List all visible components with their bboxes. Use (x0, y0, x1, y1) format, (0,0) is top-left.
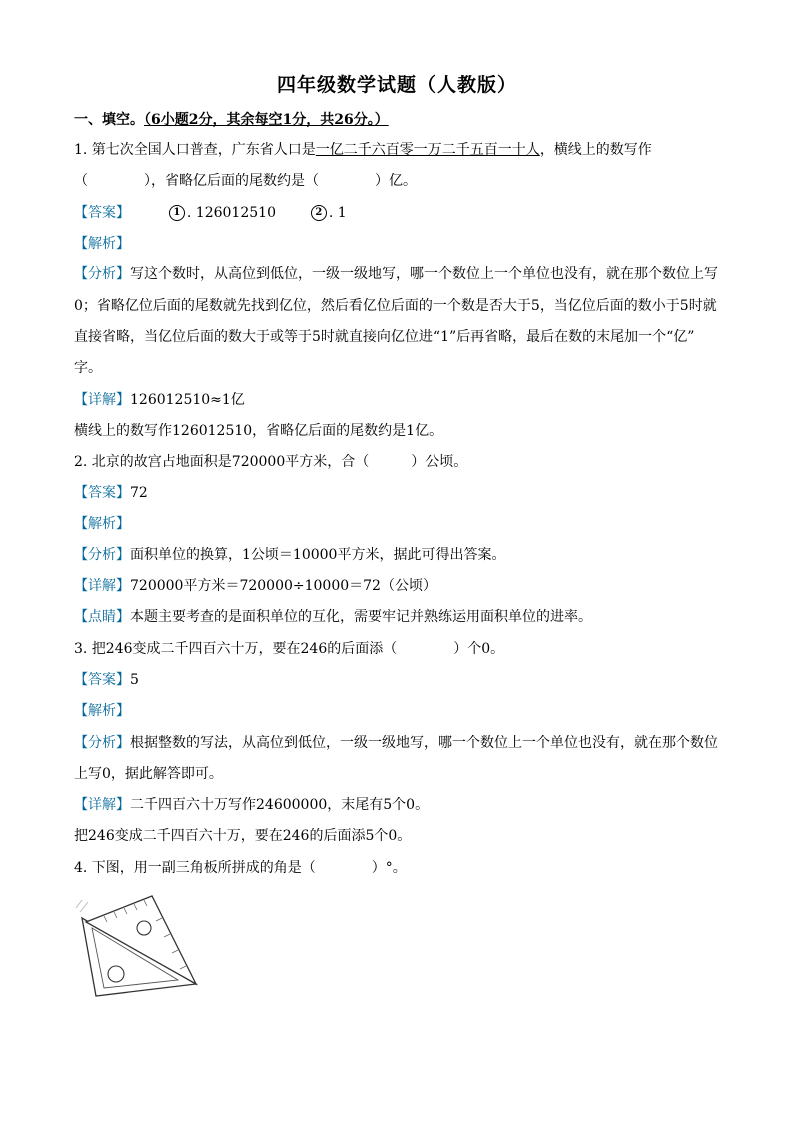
answer-tag: 【答案】 (74, 485, 130, 501)
question-1-fenxi-1 (74, 264, 718, 284)
question-1-xiangjie-2: 横线上的数写作126012510，省略亿后面的尾数约是1亿。 (74, 423, 444, 439)
section-heading (74, 110, 389, 130)
question-2-answer (74, 483, 148, 503)
question-1-answer (74, 203, 347, 223)
question-1-jiexi: 【解析】 (74, 236, 130, 252)
question-3-xiangjie-1 (74, 795, 429, 815)
fenxi-tag: 【分析】 (74, 547, 130, 563)
circled-number-2: 2 (311, 205, 327, 221)
xiangjie-text: 二千四百六十万写作24600000，末尾有5个0。 (130, 797, 430, 813)
xiangjie-text: 126012510≈1亿 (130, 392, 245, 408)
question-1-xiangjie-1 (74, 390, 245, 410)
answer-value: 5 (130, 672, 139, 688)
xiangjie-tag: 【详解】 (74, 578, 130, 594)
set-square-figure (74, 888, 204, 1006)
question-3-xiangjie-2: 把246变成二千四百六十万，要在246的后面添5个0。 (74, 828, 412, 844)
fenxi-tag: 【分析】 (74, 266, 130, 282)
triangle-hole-front (137, 921, 151, 935)
question-1-underlined-number: 一亿二千六百零一万二千五百一十人 (315, 142, 540, 158)
section-heading-scoring: （6小题2分，其余每空1分，共26分。） (144, 112, 389, 128)
triangle-hole-back (108, 966, 124, 982)
answer-value-2: . 1 (328, 205, 347, 221)
question-2-text: 2. 北京的故宫占地面积是720000平方米，合（ ）公顷。 (74, 454, 468, 470)
question-2-dianjing (74, 607, 592, 627)
xiangjie-text: 720000平方米＝720000÷10000＝72（公顷） (130, 578, 437, 594)
question-1-text-tail: ，横线上的数写作 (539, 142, 652, 158)
question-1-text: 1. 第七次全国人口普查，广东省人口是 (74, 142, 316, 158)
fenxi-text: 写这个数时，从高位到低位，一级一级地写，哪一个数位上一个单位也没有，就在那个数位上写 (130, 266, 718, 282)
answer-tag: 【答案】 (74, 205, 130, 221)
xiangjie-tag: 【详解】 (74, 392, 130, 408)
question-1-fenxi-2: 0；省略亿位后面的尾数就先找到亿位，然后看亿位后面的一个数是否大于5，当亿位后面的数小于5时就 (74, 298, 717, 314)
answer-value: 72 (130, 485, 148, 501)
question-2-xiangjie (74, 576, 437, 596)
answer-value-1: . 126012510 (186, 205, 276, 221)
fenxi-text: 面积单位的换算，1公顷＝10000平方米，据此可得出答案。 (130, 547, 506, 563)
question-3-jiexi: 【解析】 (74, 703, 130, 719)
dianjing-text: 本题主要考查的是面积单位的互化，需要牢记并熟练运用面积单位的进率。 (130, 609, 592, 625)
circled-number-1: 1 (169, 205, 185, 221)
xiangjie-tag: 【详解】 (74, 797, 130, 813)
question-2-jiexi: 【解析】 (74, 516, 130, 532)
question-1-fenxi-4: 字。 (74, 360, 102, 376)
page-title: 四年级数学试题（人教版） (276, 74, 517, 96)
question-2-fenxi (74, 545, 505, 565)
question-1-line-1 (74, 140, 652, 160)
question-4-text: 4. 下图，用一副三角板所拼成的角是（ ）°。 (74, 860, 407, 876)
question-1-line-2: （ ），省略亿后面的尾数约是（ ）亿。 (74, 173, 417, 189)
question-3-text: 3. 把246变成二千四百六十万，要在246的后面添（ ）个0。 (74, 641, 505, 657)
fenxi-text: 根据整数的写法，从高位到低位，一级一级地写，哪一个数位上一个单位也没有，就在那个数位 (130, 735, 718, 751)
corner-mark (76, 900, 88, 912)
question-3-fenxi-2: 上写0，据此解答即可。 (74, 766, 223, 782)
dianjing-tag: 【点睛】 (74, 609, 130, 625)
section-heading-prefix: 一、填空。 (74, 112, 144, 128)
fenxi-tag: 【分析】 (74, 735, 130, 751)
question-1-fenxi-3: 直接省略，当亿位后面的数大于或等于5时就直接向亿位进“1”后再省略，最后在数的末尾加一个“亿” (74, 329, 695, 345)
question-3-answer (74, 670, 139, 690)
question-3-fenxi-1 (74, 733, 718, 753)
answer-tag: 【答案】 (74, 672, 130, 688)
